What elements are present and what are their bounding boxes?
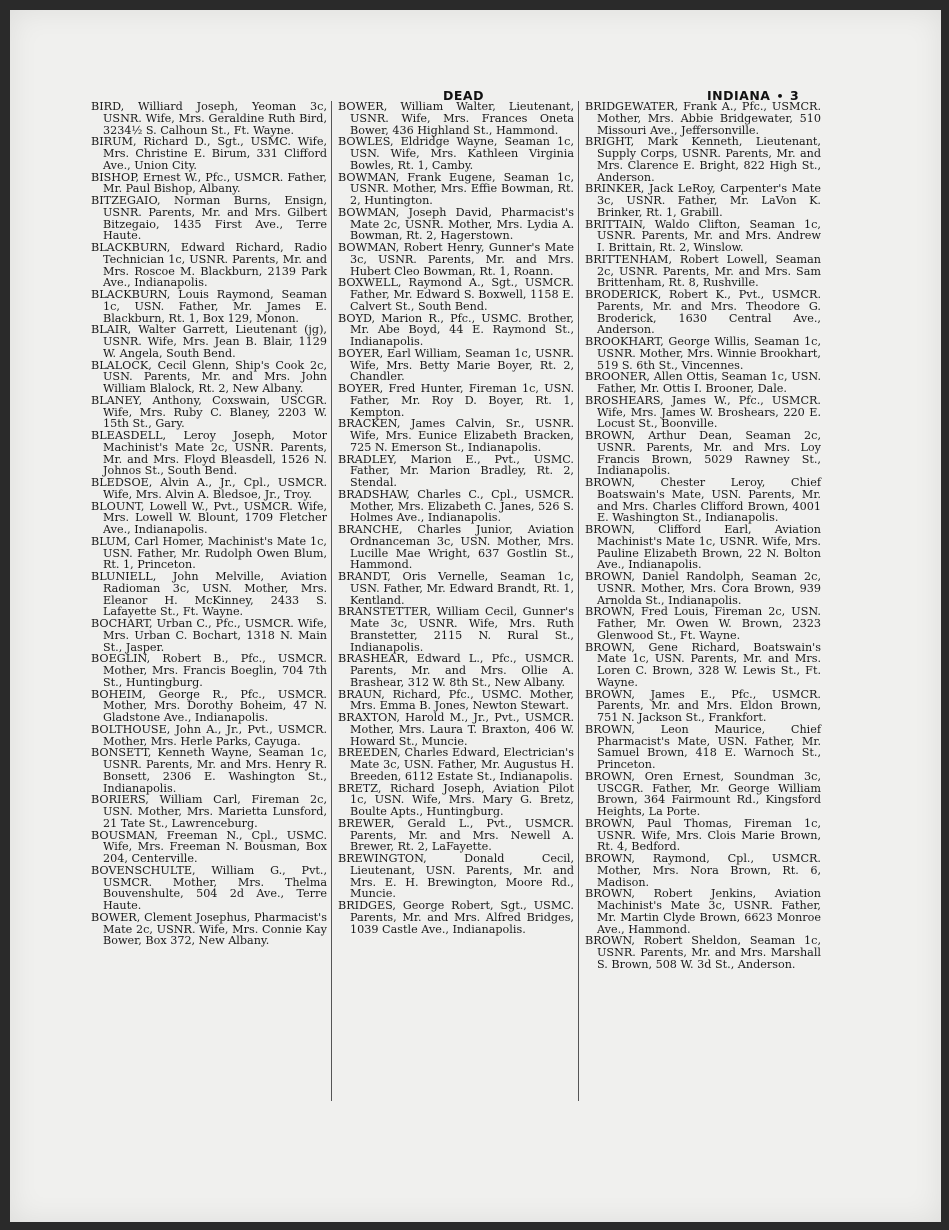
casualty-entry: BREWER, Gerald L., Pvt., USMCR. Parents, Mr. and Mrs. Newell A. Brewer, Rt. 2, LaFayette. [338,816,574,854]
casualty-entry: BRITTAIN, Waldo Clifton, Seaman 1c, USNR. Parents, Mr. and Mrs. Andrew I. Brittain, Rt. 2, Winslow. [585,217,821,254]
casualty-entry: BOHEIM, George R., Pfc., USMCR. Mother, Mrs. Dorothy Boheim, 47 N. Gladstone Ave., Indianapolis. [91,687,327,724]
casualty-entry: BROOKHART, George Willis, Seaman 1c, USNR. Mother, Mrs. Winnie Brookhart, 519 S. 6th St., Vincennes. [585,335,821,372]
casualty-entry: BROWN, Oren Ernest, Soundman 3c, USCGR. Father, Mr. George William Brown, 364 Fairmount Rd., Kingsford Heights, La Porte. [585,769,821,818]
casualty-entry: BROWN, Paul Thomas, Fireman 1c, USNR. Wife, Mrs. Clois Marie Brown, Rt. 4, Bedford. [585,816,821,854]
casualty-entry: BISHOP, Ernest W., Pfc., USMCR. Father, Mr. Paul Bishop, Albany. [91,170,327,196]
casualty-entry: BIRUM, Richard D., Sgt., USMC. Wife, Mrs. Christine E. Birum, 331 Clifford Ave., Union City. [91,135,327,172]
casualty-entry: BLALOCK, Cecil Glenn, Ship's Cook 2c, USN. Parents, Mr. and Mrs. John William Blalock, Rt. 2, New Albany. [91,358,327,395]
column-divider [331,101,332,1101]
casualty-entry: BOWER, Clement Josephus, Pharmacist's Mate 2c, USNR. Wife, Mrs. Connie Kay Bower, Box 372, New Albany. [91,910,327,948]
column-1 [91,101,327,947]
casualty-entry: BOWMAN, Joseph David, Pharmacist's Mate 2c, USNR. Mother, Mrs. Lydia A. Bowman, Rt. 2, Hagerstown. [338,205,574,243]
casualty-entry: BRODERICK, Robert K., Pvt., USMCR. Parents, Mr. and Mrs. Theodore G. Broderick, 1630 Central Ave., Anderson. [585,288,821,337]
casualty-entry: BRANSTETTER, William Cecil, Gunner's Mate 3c, USNR. Wife, Mrs. Ruth Branstetter, 2115 N. Rural St., Indianapolis. [338,605,574,654]
casualty-entry: BROWN, Fred Louis, Fireman 2c, USN. Father, Mr. Owen W. Brown, 2323 Glenwood St., Ft. Wayne. [585,605,821,642]
casualty-entry: BROWN, Gene Richard, Boatswain's Mate 1c, USN. Parents, Mr. and Mrs. Loren C. Brown, 328 W. Lewis St., Ft. Wayne. [585,640,821,689]
casualty-entry: BRIGHT, Mark Kenneth, Lieutenant, Supply Corps, USNR. Parents, Mr. and Mrs. Clarence E. Bright, 822 High St., Anderson. [585,135,821,184]
casualty-entry: BRADLEY, Marion E., Pvt., USMC. Father, Mr. Marion Bradley, Rt. 2, Stendal. [338,452,574,489]
casualty-entry: BIRD, Williard Joseph, Yeoman 3c, USNR. Wife, Mrs. Geraldine Ruth Bird, 3234½ S. Calhoun St., Ft. Wayne. [91,100,327,137]
casualty-entry: BOWMAN, Frank Eugene, Seaman 1c, USNR. Mother, Mrs. Effie Bowman, Rt. 2, Huntington. [338,170,574,207]
casualty-entry: BORIERS, William Carl, Fireman 2c, USN. Mother, Mrs. Marietta Lunsford, 21 Tate St., Lawrenceburg. [91,793,327,830]
casualty-entry: BROWN, James E., Pfc., USMCR. Parents, Mr. and Mrs. Eldon Brown, 751 N. Jackson St., Frankfort. [585,687,821,724]
casualty-entry: BOCHART, Urban C., Pfc., USMCR. Wife, Mrs. Urban C. Bochart, 1318 N. Main St., Jasper. [91,617,327,654]
casualty-entry: BOUSMAN, Freeman N., Cpl., USMC. Wife, Mrs. Freeman N. Bousman, Box 204, Centerville. [91,828,327,865]
section-heading: DEAD [443,88,484,103]
casualty-entry: BLEDSOE, Alvin A., Jr., Cpl., USMCR. Wife, Mrs. Alvin A. Bledsoe, Jr., Troy. [91,476,327,501]
casualty-entry: BLACKBURN, Louis Raymond, Seaman 1c, USN. Father, Mr. James E. Blackburn, Rt. 1, Box 129, Monon. [91,288,327,325]
casualty-entry: BRIDGES, George Robert, Sgt., USMC. Parents, Mr. and Mrs. Alfred Bridges, 1039 Castle Ave., Indianapolis. [338,899,574,936]
casualty-entry: BOYD, Marion R., Pfc., USMC. Brother, Mr. Abe Boyd, 44 E. Raymond St., Indianapolis. [338,311,574,348]
column-3 [585,101,821,971]
casualty-entry: BRETZ, Richard Joseph, Aviation Pilot 1c, USN. Wife, Mrs. Mary G. Bretz, Boulte Apts., Huntingburg. [338,781,574,818]
column-divider [578,101,579,1101]
casualty-entry: BOWER, William Walter, Lieutenant, USNR. Wife, Mrs. Frances Oneta Bower, 436 Highland St., Hammond. [338,100,574,137]
casualty-entry: BRAXTON, Harold M., Jr., Pvt., USMCR. Mother, Mrs. Laura T. Braxton, 406 W. Howard St., Muncie. [338,711,574,748]
casualty-entry: BOEGLIN, Robert B., Pfc., USMCR. Mother, Mrs. Francis Boeglin, 704 7th St., Huntingburg. [91,652,327,689]
casualty-entry: BREWINGTON, Donald Cecil, Lieutenant, USN. Parents, Mr. and Mrs. E. H. Brewington, Moore Rd., Muncie. [338,852,574,901]
casualty-entry: BLEASDELL, Leroy Joseph, Motor Machinist's Mate 2c, USNR. Parents, Mr. and Mrs. Floyd Bleasdell, 1526 N. Johnos St., South Bend. [91,429,327,478]
casualty-entry: BROWN, Leon Maurice, Chief Pharmacist's Mate, USN. Father, Mr. Samuel Brown, 418 E. Warnoch St., Princeton. [585,722,821,771]
casualty-entry: BRADSHAW, Charles C., Cpl., USMCR. Mother, Mrs. Elizabeth C. Janes, 526 S. Holmes Ave., Indianapolis. [338,487,574,525]
casualty-entry: BROWN, Robert Jenkins, Aviation Machinist's Mate 3c, USNR. Father, Mr. Martin Clyde Brown, 6623 Monroe Ave., Hammond. [585,887,821,936]
casualty-entry: BOWMAN, Robert Henry, Gunner's Mate 3c, USNR. Parents, Mr. and Mrs. Hubert Cleo Bowman, Rt. 1, Roann. [338,241,574,278]
bullet: • [776,90,784,103]
casualty-entry: BOWLES, Eldridge Wayne, Seaman 1c, USN. Wife, Mrs. Kathleen Virginia Bowles, Rt. 1, Camby. [338,135,574,172]
column-2 [338,101,574,935]
casualty-entry: BRIDGEWATER, Frank A., Pfc., USMCR. Mother, Mrs. Abbie Bridgewater, 510 Missouri Ave., Jeffersonville. [585,100,821,137]
casualty-entry: BRACKEN, James Calvin, Sr., USNR. Wife, Mrs. Eunice Elizabeth Bracken, 725 N. Emerson St., Indianapolis. [338,417,574,454]
casualty-entry: BOYER, Earl William, Seaman 1c, USNR. Wife, Mrs. Betty Marie Boyer, Rt. 2, Chandler. [338,346,574,384]
casualty-entry: BROSHEARS, James W., Pfc., USMCR. Wife, Mrs. James W. Broshears, 220 E. Locust St., Boonville. [585,393,821,431]
casualty-entry: BRINKER, Jack LeRoy, Carpenter's Mate 3c, USNR. Father, Mr. LaVon K. Brinker, Rt. 1, Grabill. [585,182,821,219]
casualty-entry: BROWN, Robert Sheldon, Seaman 1c, USNR. Parents, Mr. and Mrs. Marshall S. Brown, 508 W. 3d St., Anderson. [585,934,821,971]
casualty-entry: BRITTENHAM, Robert Lowell, Seaman 2c, USNR. Parents, Mr. and Mrs. Sam Brittenham, Rt. 8, Rushville. [585,252,821,290]
casualty-entry: BONSETT, Kenneth Wayne, Seaman 1c, USNR. Parents, Mr. and Mrs. Henry R. Bonsett, 2306 E. Washington St., Indianapolis. [91,746,327,795]
casualty-entry: BOVENSCHULTE, William G., Pvt., USMCR. Mother, Mrs. Thelma Bouvenshulte, 504 2d Ave., Terre Haute. [91,863,327,912]
casualty-entry: BROONER, Allen Ottis, Seaman 1c, USN. Father, Mr. Ottis I. Brooner, Dale. [585,370,821,395]
page-number: 3 [789,88,800,103]
casualty-entry: BRANCHE, Charles Junior, Aviation Ordnanceman 3c, USN. Mother, Mrs. Lucille Mae Wright, 637 Gostlin St., Hammond. [338,523,574,572]
casualty-entry: BOLTHOUSE, John A., Jr., Pvt., USMCR. Mother, Mrs. Herle Parks, Cayuga. [91,722,327,748]
casualty-entry: BLOUNT, Lowell W., Pvt., USMCR. Wife, Mrs. Lowell W. Blount, 1709 Fletcher Ave., Indianapolis. [91,499,327,536]
casualty-entry: BRAUN, Richard, Pfc., USMC. Mother, Mrs. Emma B. Jones, Newton Stewart. [338,687,574,713]
casualty-entry: BROWN, Chester Leroy, Chief Boatswain's Mate, USN. Parents, Mr. and Mrs. Charles Clifford Brown, 4001 E. Washington St., Indianapolis. [585,476,821,525]
casualty-entry: BLUM, Carl Homer, Machinist's Mate 1c, USN. Father, Mr. Rudolph Owen Blum, Rt. 1, Princeton. [91,534,327,572]
casualty-entry: BROWN, Raymond, Cpl., USMCR. Mother, Mrs. Nora Brown, Rt. 6, Madison. [585,852,821,889]
casualty-entry: BROWN, Clifford Earl, Aviation Machinist's Mate 1c, USNR. Wife, Mrs. Pauline Elizabeth Brown, 22 N. Bolton Ave., Indianapolis. [585,523,821,572]
casualty-entry: BITZEGAIO, Norman Burns, Ensign, USNR. Parents, Mr. and Mrs. Gilbert Bitzegaio, 1435 First Ave., Terre Haute. [91,194,327,243]
casualty-entry: BOYER, Fred Hunter, Fireman 1c, USN. Father, Mr. Roy D. Boyer, Rt. 1, Kempton. [338,382,574,419]
casualty-entry: BREEDEN, Charles Edward, Electrician's Mate 3c, USN. Father, Mr. Augustus H. Breeden, 6112 Estate St., Indianapolis. [338,746,574,783]
casualty-entry: BOXWELL, Raymond A., Sgt., USMCR. Father, Mr. Edward S. Boxwell, 1158 E. Calvert St., South Bend. [338,276,574,313]
casualty-entry: BROWN, Daniel Randolph, Seaman 2c, USNR. Mother, Mrs. Cora Brown, 939 Arnolda St., Indianapolis. [585,570,821,607]
casualty-entry: BLUNIELL, John Melville, Aviation Radioman 3c, USN. Mother, Mrs. Eleanor H. McKinney, 2433 S. Lafayette St., Ft. Wayne. [91,570,327,619]
state-name: INDIANA [707,88,771,103]
casualty-entry: BLAIR, Walter Garrett, Lieutenant (jg), USNR. Wife, Mrs. Jean B. Blair, 1129 W. Angela, South Bend. [91,323,327,360]
casualty-entry: BRASHEAR, Edward L., Pfc., USMCR. Parents, Mr. and Mrs. Ollie A. Brashear, 312 W. 8th St., New Albany. [338,652,574,689]
casualty-entry: BLACKBURN, Edward Richard, Radio Technician 1c, USNR. Parents, Mr. and Mrs. Roscoe M. Blackburn, 2139 Park Ave., Indianapolis. [91,241,327,290]
casualty-entry: BROWN, Arthur Dean, Seaman 2c, USNR. Parents, Mr. and Mrs. Loy Francis Brown, 5029 Rawney St., Indianapolis. [585,429,821,478]
casualty-entry: BLANEY, Anthony, Coxswain, USCGR. Wife, Mrs. Ruby C. Blaney, 2203 W. 15th St., Gary. [91,393,327,431]
casualty-entry: BRANDT, Oris Vernelle, Seaman 1c, USN. Father, Mr. Edward Brandt, Rt. 1, Kentland. [338,570,574,607]
